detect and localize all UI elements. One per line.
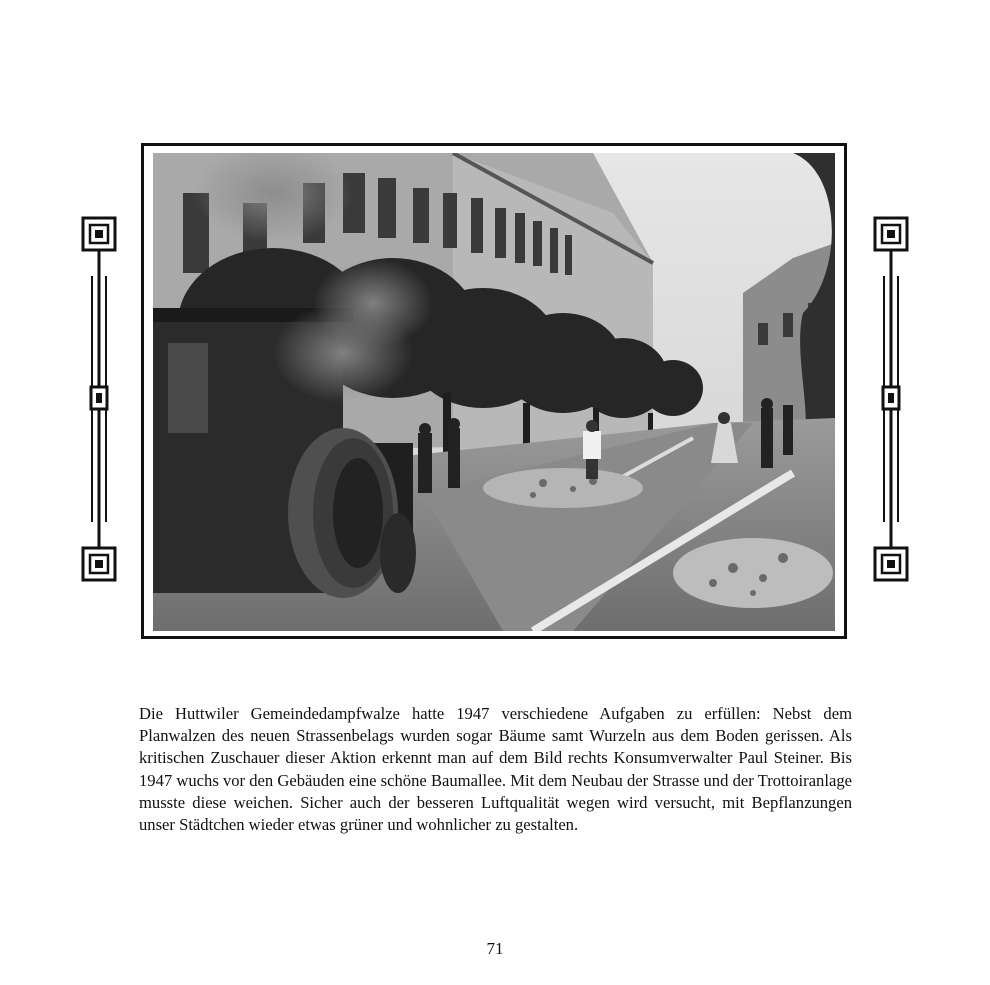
left-ornament-icon <box>81 216 117 582</box>
steamroller-street-scene-icon <box>153 153 835 631</box>
photo-frame <box>141 143 847 639</box>
photo-caption: Die Huttwiler Gemeindedampfwalze hatte 1947 verschiedene Aufgaben zu erfüllen: Nebst dem Planwalzen des neuen Strassenbelags wurden sogar Bäume samt Wurzeln aus dem Boden gerissen. Als kritischen Zuschauer dieser Aktion erkennt man auf dem Bild rechts Konsumverwalter Paul Steiner. Bis 1947 wuchs vor den Gebäuden eine schöne Baumallee. Mit dem Neubau der Strasse und der Trottoiranlage musste diese weichen. Sicher auch der besseren Luftqualität wegen wird versucht, mit Bepflanzungen unser Städtchen wieder etwas grüner und wohnlicher zu gestalten. <box>139 704 852 835</box>
historical-street-photo <box>153 153 835 631</box>
right-ornament-icon <box>873 216 909 582</box>
page-number: 71 <box>486 939 504 958</box>
